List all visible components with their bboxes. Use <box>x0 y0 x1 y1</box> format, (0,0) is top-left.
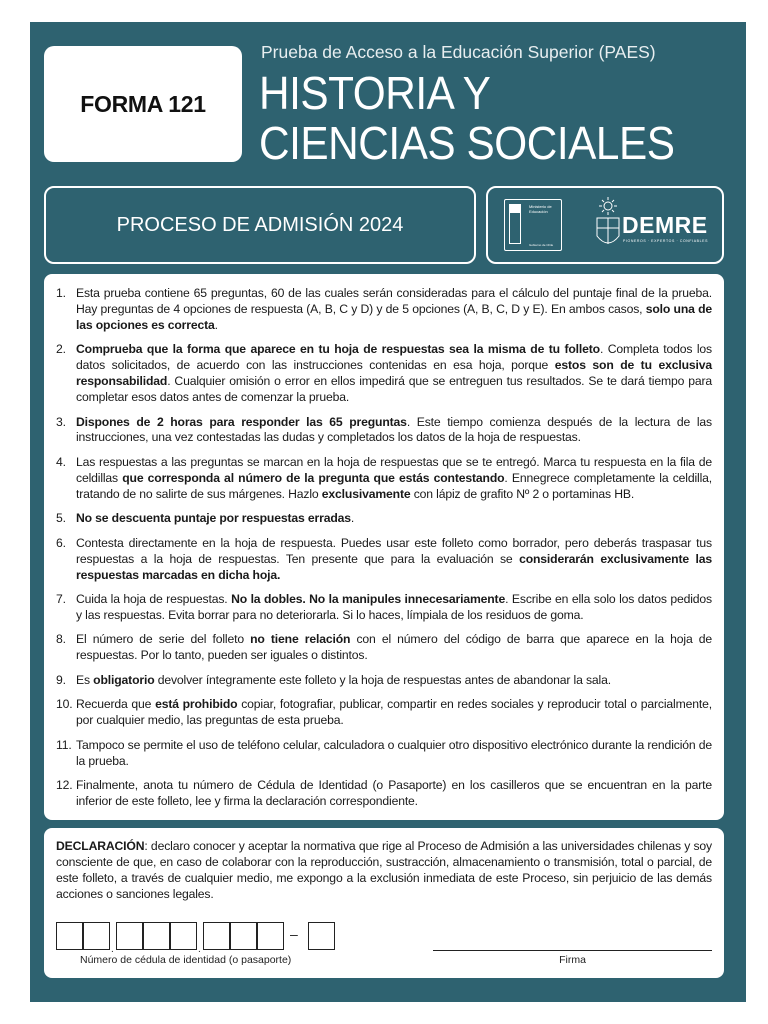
instruction-emphasis: estos son de tu exclusiva responsabilidad <box>76 358 712 389</box>
instruction-number: 4. <box>56 454 66 469</box>
instruction-text <box>76 592 712 624</box>
instruction-emphasis: Dispones de 2 horas para responder las 65 preguntas <box>76 414 407 429</box>
instruction-item <box>56 536 712 584</box>
instruction-fragment: . Completa todos los datos solicitados, de acuerdo con las instrucciones contenidas en esa hoja, porque <box>76 342 712 373</box>
instruction-item <box>56 778 712 810</box>
instruction-fragment: con el número del código de barra que aparece en la hoja de respuestas. Por lo tanto, pueden ser iguales o distintos. <box>76 632 713 663</box>
instruction-number: 5. <box>56 511 66 526</box>
instruction-emphasis: exclusivamente <box>321 486 411 501</box>
instruction-text <box>76 697 712 729</box>
instruction-item <box>56 697 712 729</box>
declaration-text <box>56 838 712 902</box>
instruction-fragment: . Este tiempo comienza después de la lectura de las instrucciones, una vez contestadas las dudas y completados los datos de la hoja de respuestas. <box>76 414 712 445</box>
instruction-fragment: Cuida la hoja de respuestas. <box>76 592 232 607</box>
instruction-text <box>76 778 712 810</box>
admission-process-box <box>44 186 476 264</box>
instruction-fragment: Tampoco se permite el uso de teléfono celular, calculadora o cualquier otro dispositivo electrónico durante la rendición de la prueba. <box>76 737 712 768</box>
instruction-emphasis: Comprueba que la forma que aparece en tu hoja de respuestas sea la misma de tu folleto <box>76 342 600 357</box>
instruction-item <box>56 632 712 664</box>
exam-title-line1: HISTORIA Y <box>259 67 491 119</box>
signature-label: Firma <box>559 954 586 966</box>
instruction-emphasis: solo una de las opciones es correcta <box>76 301 712 332</box>
instruction-fragment: copiar, fotografiar, publicar, compartir en redes sociales y reproducir total o parcialmente, por cualquier medio, las preguntas de esta prueba. <box>76 697 712 728</box>
instruction-fragment: . Cualquier omisión o error en ellos impedirá que se entreguen tus resultados. Se te dará tiempo para completar esos datos antes de comenzar la prueba. <box>76 374 712 405</box>
instruction-text <box>76 342 712 406</box>
id-number-label: Número de cédula de identidad (o pasaporte) <box>80 954 292 966</box>
mineduc-logo-text: Ministerio de Educación <box>529 204 552 215</box>
id-digit-box[interactable] <box>56 922 83 950</box>
logos-box <box>486 186 724 264</box>
instruction-number: 10. <box>56 697 73 712</box>
instruction-fragment: Las respuestas a las preguntas se marcan en la hoja de respuestas que se te entregó. Marca tu respuesta en la fila de celdillas <box>76 454 712 485</box>
instruction-number: 9. <box>56 672 66 687</box>
instruction-number: 1. <box>56 286 66 300</box>
instruction-item <box>56 592 712 624</box>
instruction-fragment: . Escribe en ella solo los datos pedidos y las respuestas. Evita borrar para no deteriorarla. Si lo haces, límpiala de los residuos de goma. <box>76 592 712 622</box>
instruction-number: 2. <box>56 342 66 357</box>
exam-title-line2: CIENCIAS SOCIALES <box>259 117 675 169</box>
id-digit-box[interactable] <box>116 922 143 950</box>
signature-line[interactable] <box>433 950 712 951</box>
instructions-panel <box>44 274 724 820</box>
instruction-number: 3. <box>56 414 66 429</box>
instruction-emphasis: No se descuenta puntaje por respuestas erradas <box>76 511 351 526</box>
instruction-item <box>56 342 712 406</box>
instruction-text <box>76 455 712 503</box>
instruction-text <box>76 511 712 527</box>
instruction-fragment: . <box>214 317 218 332</box>
page-top-edge <box>46 0 746 20</box>
instruction-emphasis: está prohibido <box>155 697 238 712</box>
instruction-fragment: devolver íntegramente este folleto y la hoja de respuestas antes de abandonar la sala. <box>154 672 611 687</box>
instruction-item <box>56 286 712 334</box>
instruction-text <box>76 415 712 447</box>
instruction-text <box>76 632 712 664</box>
instruction-fragment: Esta prueba contiene 65 preguntas, 60 de las cuales serán consideradas para el cálculo del puntaje final de la prueba. Hay preguntas de 4 opciones de respuesta (A, B, C y D) y de 5 opciones (A, B, C, D y E). En ambos casos, <box>76 286 712 316</box>
id-digit-box[interactable] <box>203 922 230 950</box>
instruction-fragment: Finalmente, anota tu número de Cédula de Identidad (o Pasaporte) en los casilleros que se encuentran en la parte inferior de este folleto, lee y firma la declaración correspondiente. <box>76 778 712 809</box>
instruction-fragment: . Ennegrece completamente la celdilla, tratando de no salirte de sus márgenes. Hazlo <box>76 470 712 501</box>
instruction-number: 12. <box>56 778 73 793</box>
id-digit-box[interactable] <box>170 922 197 950</box>
instruction-emphasis: que corresponda al número de la pregunta que estás contestando <box>122 470 505 485</box>
page-bottom-edge <box>46 1002 746 1024</box>
id-digit-box[interactable] <box>230 922 257 950</box>
instruction-fragment: El número de serie del folleto <box>76 632 251 647</box>
demre-wordmark: DEMRE <box>622 212 708 238</box>
instruction-number: 8. <box>56 632 66 647</box>
instruction-emphasis: no tiene relación <box>250 632 351 647</box>
chile-flag-icon <box>509 204 521 244</box>
instruction-fragment: Recuerda que <box>76 697 156 712</box>
instruction-fragment: Es <box>76 672 94 687</box>
mineduc-logo-footer: Gobierno de Chile <box>529 243 554 247</box>
instruction-emphasis: obligatorio <box>93 672 155 687</box>
instructions-list <box>56 286 712 810</box>
instruction-fragment: con lápiz de grafito Nº 2 o portaminas HB. <box>410 486 635 501</box>
id-digit-box[interactable] <box>143 922 170 950</box>
instruction-item <box>56 455 712 503</box>
instruction-number: 11. <box>56 737 72 752</box>
declaration-label: DECLARACIÓN <box>56 839 145 853</box>
instruction-text <box>76 536 712 584</box>
instruction-item <box>56 673 712 689</box>
demre-logo <box>592 196 712 256</box>
declaration-body: : declaro conocer y aceptar la normativa que rige al Proceso de Admisión a las universidades chilenas y soy consciente de que, en caso de colaborar con la reproducción, sustracción, almacenamiento o transmisión, total o parcial, de este folleto, a través de cualquier medio, me expongo a la exclusión inmediata de este Proceso, sin perjuicio de las demás acciones o sanciones legales. <box>56 839 712 901</box>
id-digit-box[interactable] <box>257 922 284 950</box>
id-check-digit-box[interactable] <box>308 922 335 950</box>
id-separator-dot: . <box>111 944 114 955</box>
id-digit-box[interactable] <box>83 922 110 950</box>
id-separator-dot: . <box>198 944 201 955</box>
instruction-item <box>56 511 712 527</box>
exam-subtitle: Prueba de Acceso a la Educación Superior (PAES) <box>261 42 656 62</box>
instruction-fragment: Contesta directamente en la hoja de respuesta. Puedes usar este folleto como borrador, pero deberás traspasar tus respuestas a la hoja de respuestas. Ten presente que para la evaluación se <box>76 535 712 566</box>
admission-process-label: PROCESO DE ADMISIÓN 2024 <box>116 213 404 236</box>
instruction-item <box>56 738 712 770</box>
instruction-text <box>76 738 712 770</box>
instruction-number: 6. <box>56 535 66 550</box>
instruction-item <box>56 415 712 447</box>
demre-seal-icon <box>592 196 624 254</box>
forma-number: FORMA 121 <box>80 90 206 117</box>
instruction-text <box>76 286 712 334</box>
instruction-number: 7. <box>56 592 66 607</box>
id-check-digit-dash: – <box>290 926 298 942</box>
mineduc-logo <box>504 199 562 251</box>
instruction-text <box>76 673 712 689</box>
instruction-fragment: . <box>350 511 355 526</box>
demre-tagline: PIONEROS · EXPERTOS · CONFIABLES <box>623 239 709 243</box>
forma-box <box>44 46 242 162</box>
instruction-emphasis: No la dobles. No la manipules innecesariamente <box>231 592 506 607</box>
instruction-emphasis: considerarán exclusivamente las respuestas marcadas en dicha hoja. <box>76 551 713 582</box>
